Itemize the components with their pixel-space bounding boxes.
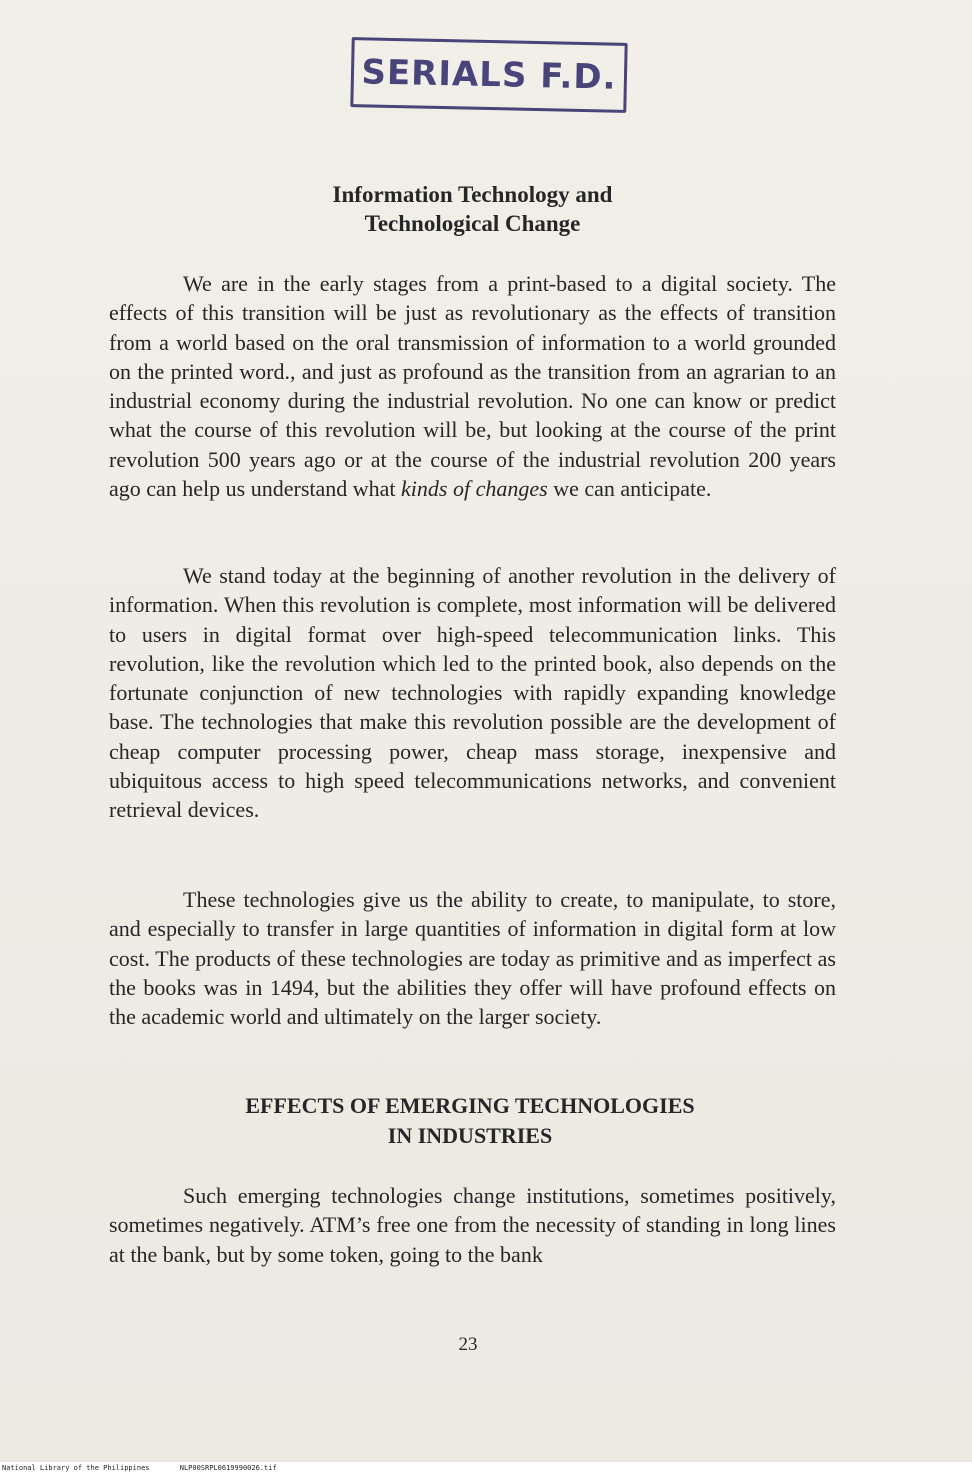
title-line-2: Technological Change: [364, 211, 581, 236]
paragraph-2: [109, 561, 836, 825]
paragraph-2-text: We stand today at the beginning of another revolution in the delivery of information. When this revolution is complete, most information will be delivered to users in digital format over high-speed telecommunication links. This revolution, like the revolution which led to the printed book, also depends on the fortunate conjunction of new technologies with rapidly expanding knowledge base. The technologies that make this revolution possible are the development of cheap computer processing power, cheap mass storage, inexpensive and ubiquitous access to high speed telecommunications networks, and convenient retrieval devices.: [109, 563, 836, 823]
paragraph-1: [109, 269, 836, 503]
section-heading-line-2: IN INDUSTRIES: [387, 1123, 553, 1148]
article-title: [200, 180, 745, 238]
paragraph-3-text: These technologies give us the ability to create, to manipulate, to store, and especially to transfer in large quantities of information in digital form at low cost. The products of these technologies are today as primitive and as imperfect as the books was in 1494, but the abilities they offer will have profound effects on the academic world and ultimately on the larger society.: [109, 887, 836, 1030]
title-line-1: Information Technology and: [332, 182, 613, 207]
paragraph-4-text: Such emerging technologies change institutions, sometimes positively, sometimes negatively. ATM’s free one from the necessity of standing in long lines at the bank, but by some token, going to the bank: [109, 1183, 836, 1267]
section-heading-line-1: EFFECTS OF EMERGING TECHNOLOGIES: [245, 1093, 695, 1118]
paragraph-1-end: we can anticipate.: [547, 476, 712, 502]
paragraph-4: [109, 1181, 836, 1269]
paragraph-1-text: We are in the early stages from a print-based to a digital society. The effects of this transition will be just as revolutionary as the effects of transition from a world based on the oral transmission of information to a world grounded on the printed word., and just as profound as the transition from an agrarian to an industrial economy during the industrial revolution. No one can know or predict what the course of this revolution will be, but looking at the course of the print revolution 500 years ago or at the course of the industrial revolution 200 years ago can help us understand what: [109, 271, 836, 502]
page-number: 23: [458, 1334, 478, 1355]
section-heading: [170, 1091, 770, 1151]
paragraph-1-italic: kinds of changes: [401, 476, 548, 502]
footer-library: National Library of the Philippines: [2, 1464, 150, 1472]
stamp-text: SERIALS F.D.: [361, 52, 617, 98]
footer-file: NLP00SRPL0619990026.tif: [179, 1464, 277, 1472]
scan-footer: [0, 1462, 972, 1474]
paragraph-3: [109, 885, 836, 1031]
serials-stamp: [350, 37, 627, 113]
